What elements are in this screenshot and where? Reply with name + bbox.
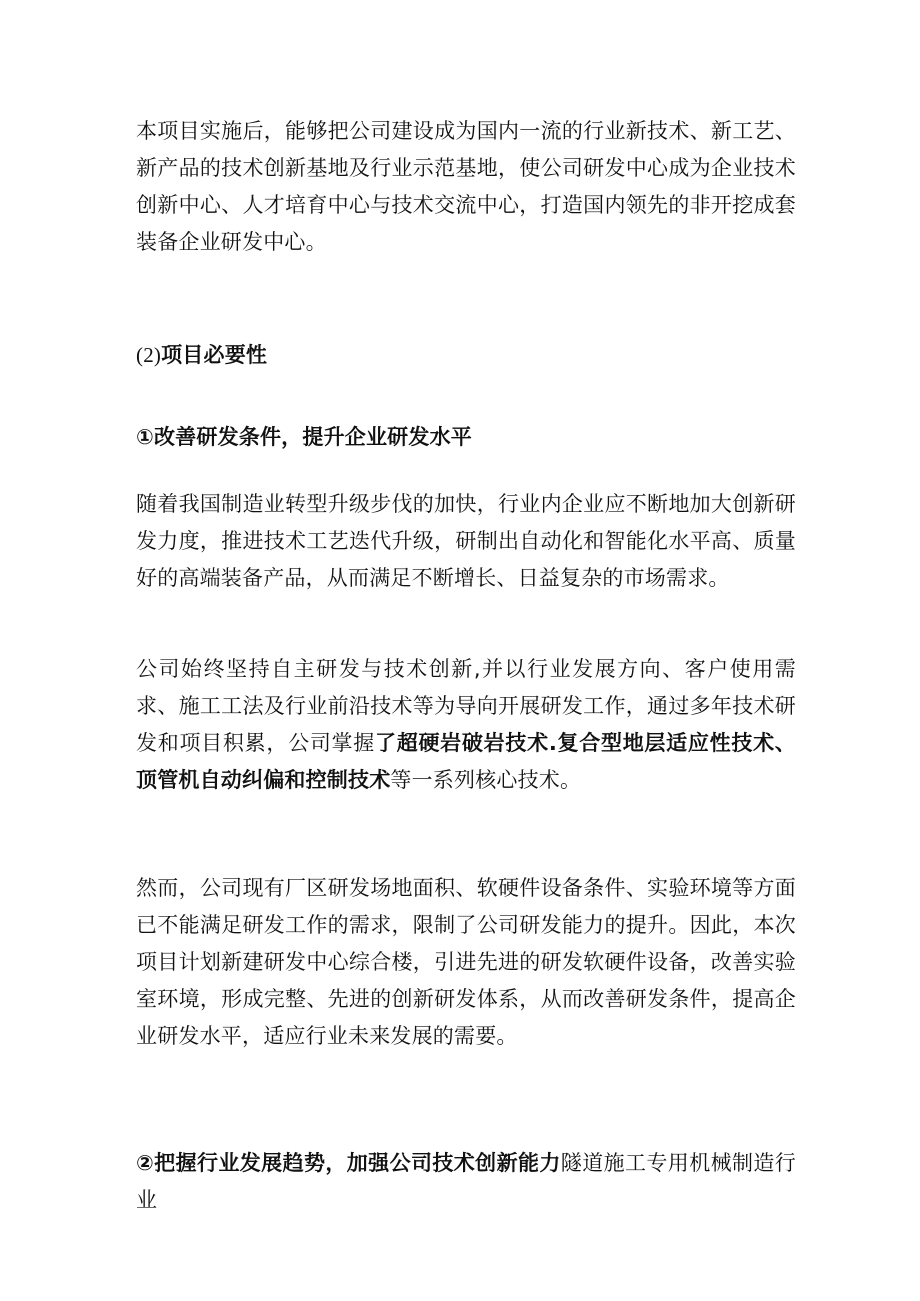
subheading-industry-trend: ②把握行业发展趋势，加强公司技术创新能力 — [136, 1151, 561, 1175]
paragraph-current-limitations: 然而，公司现有厂区研发场地面积、软硬件设备条件、实验环境等方面已不能满足研发工作的需求，限制了公司研发能力的提升。因此，本次项目计划新建研发中心综合楼，引进先进的研发软硬件设备，改善实验室环境，形成完整、先进的创新研发体系，从而改善研发条件，提高企业研发水平，适应行业未来发展的需要。 — [136, 876, 796, 1048]
paragraph-text: 公司始终坚持自主研发与技术创新,并以行业发展方向、客户使用需求、施工工法及行业前沿技术等为导向开展研发工作，通过多年技术研发和项目积累，公司掌握 — [136, 657, 796, 755]
paragraph-industry-trend — [136, 1145, 796, 1219]
paragraph-core-technologies — [136, 651, 796, 799]
paragraph-industry-upgrade: 随着我国制造业转型升级步伐的加快，行业内企业应不断地加大创新研发力度，推进技术工艺迭代升级，研制出自动化和智能化水平高、质量好的高端装备产品，从而满足不断增长、日益复杂的市场需求。 — [136, 492, 796, 590]
section-title: 项目必要性 — [161, 343, 268, 367]
paragraph-project-outcome: 本项目实施后，能够把公司建设成为国内一流的行业新技术、新工艺、新产品的技术创新基地及行业示范基地，使公司研发中心成为企业技术创新中心、人才培育中心与技术交流中心，打造国内领先的非开挖成套装备企业研发中心。 — [136, 119, 796, 254]
core-technologies-emphasis: 了超硬岩破岩技术.复合型地层适应性技术、顶管机自动纠偏和控制技术 — [136, 731, 796, 792]
paragraph-text-tail: 等一系列核心技术。 — [390, 768, 582, 792]
section-heading-necessity — [136, 337, 796, 374]
subheading-improve-rd: ①改善研发条件，提升企业研发水平 — [136, 425, 472, 449]
section-number: (2) — [136, 343, 162, 367]
paragraph-text-tail: 隧道施工专用机械制造行业 — [136, 1151, 797, 1212]
